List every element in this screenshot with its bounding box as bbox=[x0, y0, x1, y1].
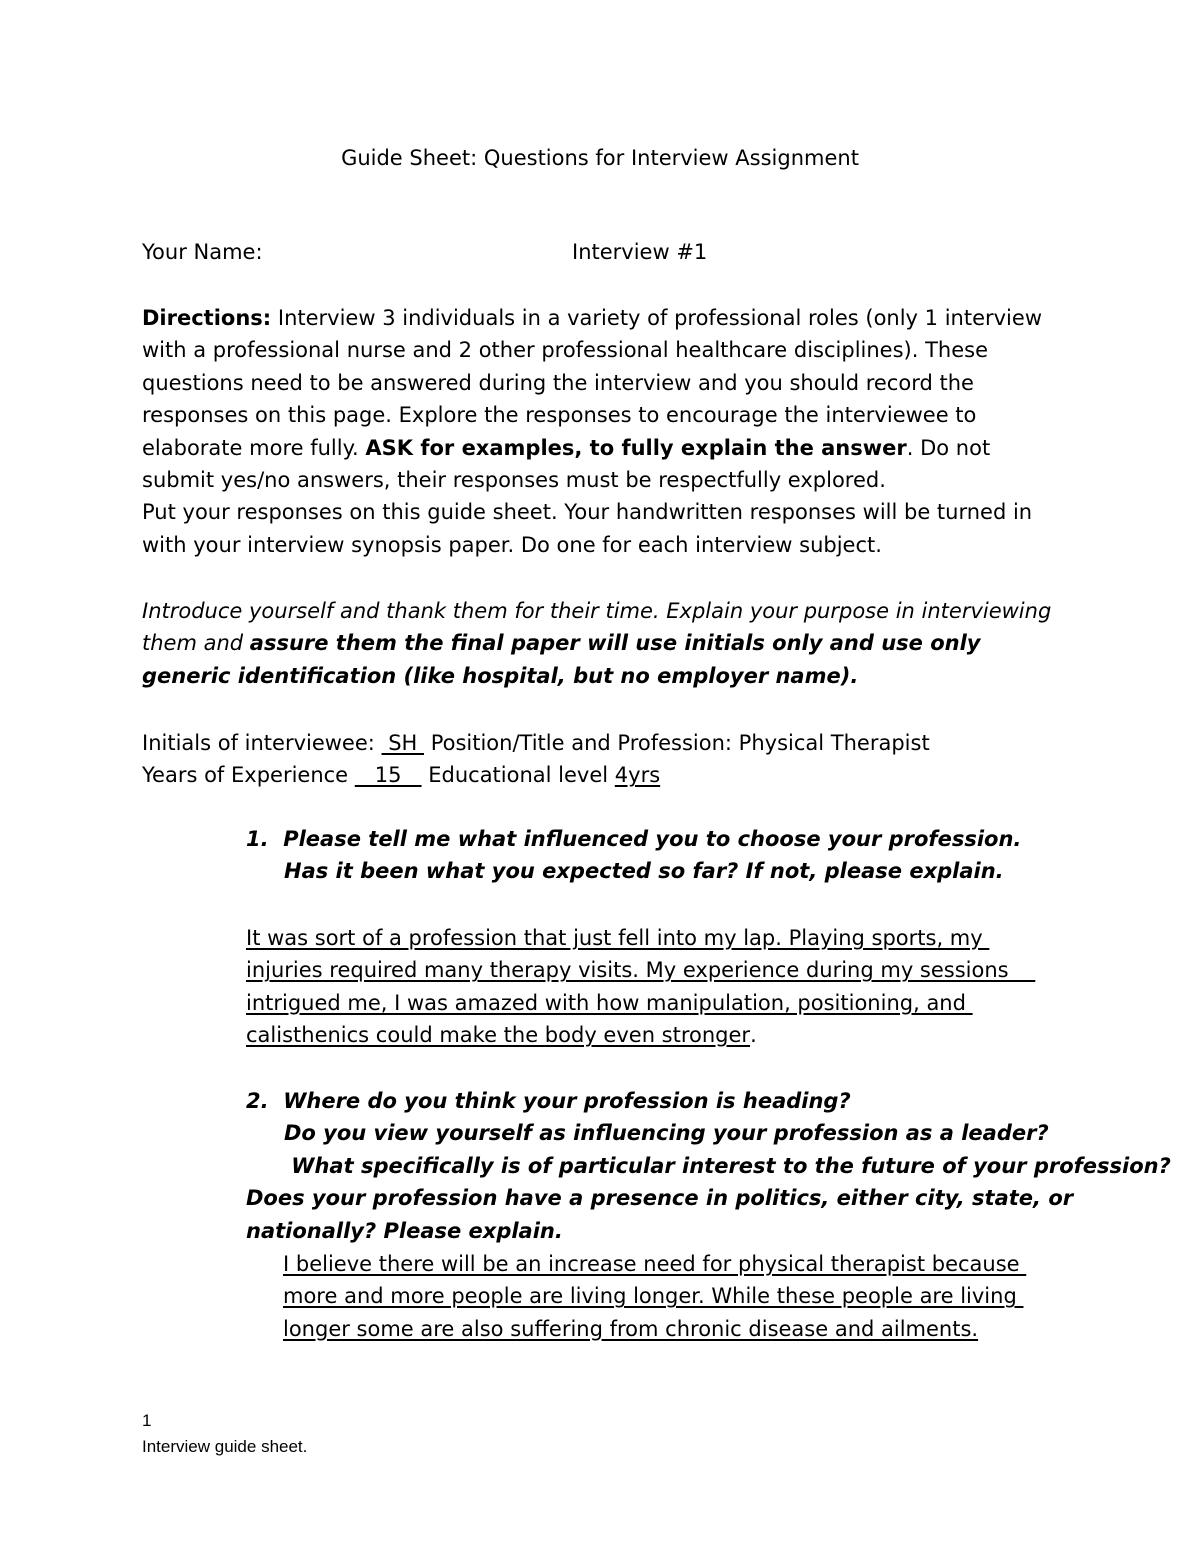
education-value: 4yrs bbox=[614, 763, 661, 788]
interview-number: Interview #1 bbox=[572, 240, 708, 264]
position-value: Physical Therapist bbox=[738, 731, 930, 755]
initials-label: Initials of interviewee: bbox=[142, 731, 382, 755]
question-line: 1. Please tell me what influenced you to choose your profession. bbox=[246, 827, 1022, 851]
answer-line: more and more people are living longer. While these people are living bbox=[283, 1284, 1024, 1309]
position-label: Position/Title and Profession: bbox=[430, 731, 739, 755]
answer-end: . bbox=[750, 1023, 757, 1048]
answer-line: longer some are also suffering from chronic disease and ailments. bbox=[283, 1316, 979, 1341]
initials-value: SH bbox=[381, 731, 425, 755]
page-title: Guide Sheet: Questions for Interview Assignment bbox=[341, 146, 859, 170]
question-number: 1. bbox=[246, 827, 269, 851]
answer-line: It was sort of a profession that just fell into my lap. Playing sports, my bbox=[246, 926, 990, 950]
header-row bbox=[142, 237, 1062, 267]
name-label: Your Name: bbox=[142, 240, 263, 264]
question-2 bbox=[246, 1085, 1171, 1247]
answer-line: I believe there will be an increase need for physical therapist because bbox=[283, 1252, 1027, 1276]
years-value: 15 bbox=[354, 763, 422, 788]
answer-1 bbox=[246, 922, 1046, 1052]
page-footer bbox=[142, 1408, 307, 1460]
question-1 bbox=[246, 823, 1076, 888]
intro-emphasis: assure them the final paper will use initials only and use only generic identification (like hospital, but no employer name). bbox=[142, 631, 981, 688]
question-line: Do you view yourself as influencing your profession as a leader? bbox=[284, 1121, 1049, 1146]
years-label: Years of Experience bbox=[142, 763, 355, 788]
answer-line: intrigued me, I was amazed with how manipulation, positioning, and bbox=[246, 990, 973, 1015]
directions-label: Directions: bbox=[142, 306, 272, 330]
directions-text-2: . Do not submit yes/no answers, their responses must be respectfully explored. bbox=[142, 435, 991, 493]
directions-emphasis: ASK for examples, to fully explain the answer bbox=[365, 435, 907, 460]
directions-text-3: Put your responses on this guide sheet. Your handwritten responses will be turned in with your interview synopsis paper. Do one for each interview subject. bbox=[142, 500, 1033, 557]
intro-text: Introduce yourself and thank them for their time. Explain your purpose in interviewing them and bbox=[142, 599, 1052, 656]
directions-text-1: Interview 3 individuals in a variety of professional roles (only 1 interview with a professional nurse and 2 other professional healthcare disciplines). These questions need to be answered during the interview and you should record the responses on this page. Explore the responses to encourage the interviewee to elaborate more fully. bbox=[142, 306, 1042, 460]
question-line: 2. Where do you think your profession is heading? bbox=[246, 1089, 851, 1113]
question-line: What specifically is of particular interest to the future of your profession? bbox=[284, 1153, 1171, 1178]
experience-row bbox=[142, 759, 1062, 791]
initials-row bbox=[142, 727, 1062, 759]
question-number: 2. bbox=[246, 1089, 269, 1113]
page-number: 1 bbox=[142, 1411, 152, 1430]
answer-line: calisthenics could make the body even stronger. bbox=[246, 1019, 1046, 1051]
intro-paragraph bbox=[142, 595, 1062, 692]
education-label: Educational level bbox=[421, 763, 615, 788]
answer-line: injuries required many therapy visits. My experience during my sessions bbox=[246, 958, 1036, 983]
footer-label: Interview guide sheet. bbox=[142, 1437, 308, 1456]
directions-paragraph bbox=[142, 302, 1062, 561]
interviewee-info bbox=[142, 727, 1062, 792]
question-line: nationally? Please explain. bbox=[246, 1218, 563, 1243]
answer-2 bbox=[283, 1248, 1043, 1345]
question-line: Does your profession have a presence in politics, either city, state, or bbox=[246, 1186, 1074, 1211]
question-line: Has it been what you expected so far? If not, please explain. bbox=[284, 859, 1004, 884]
